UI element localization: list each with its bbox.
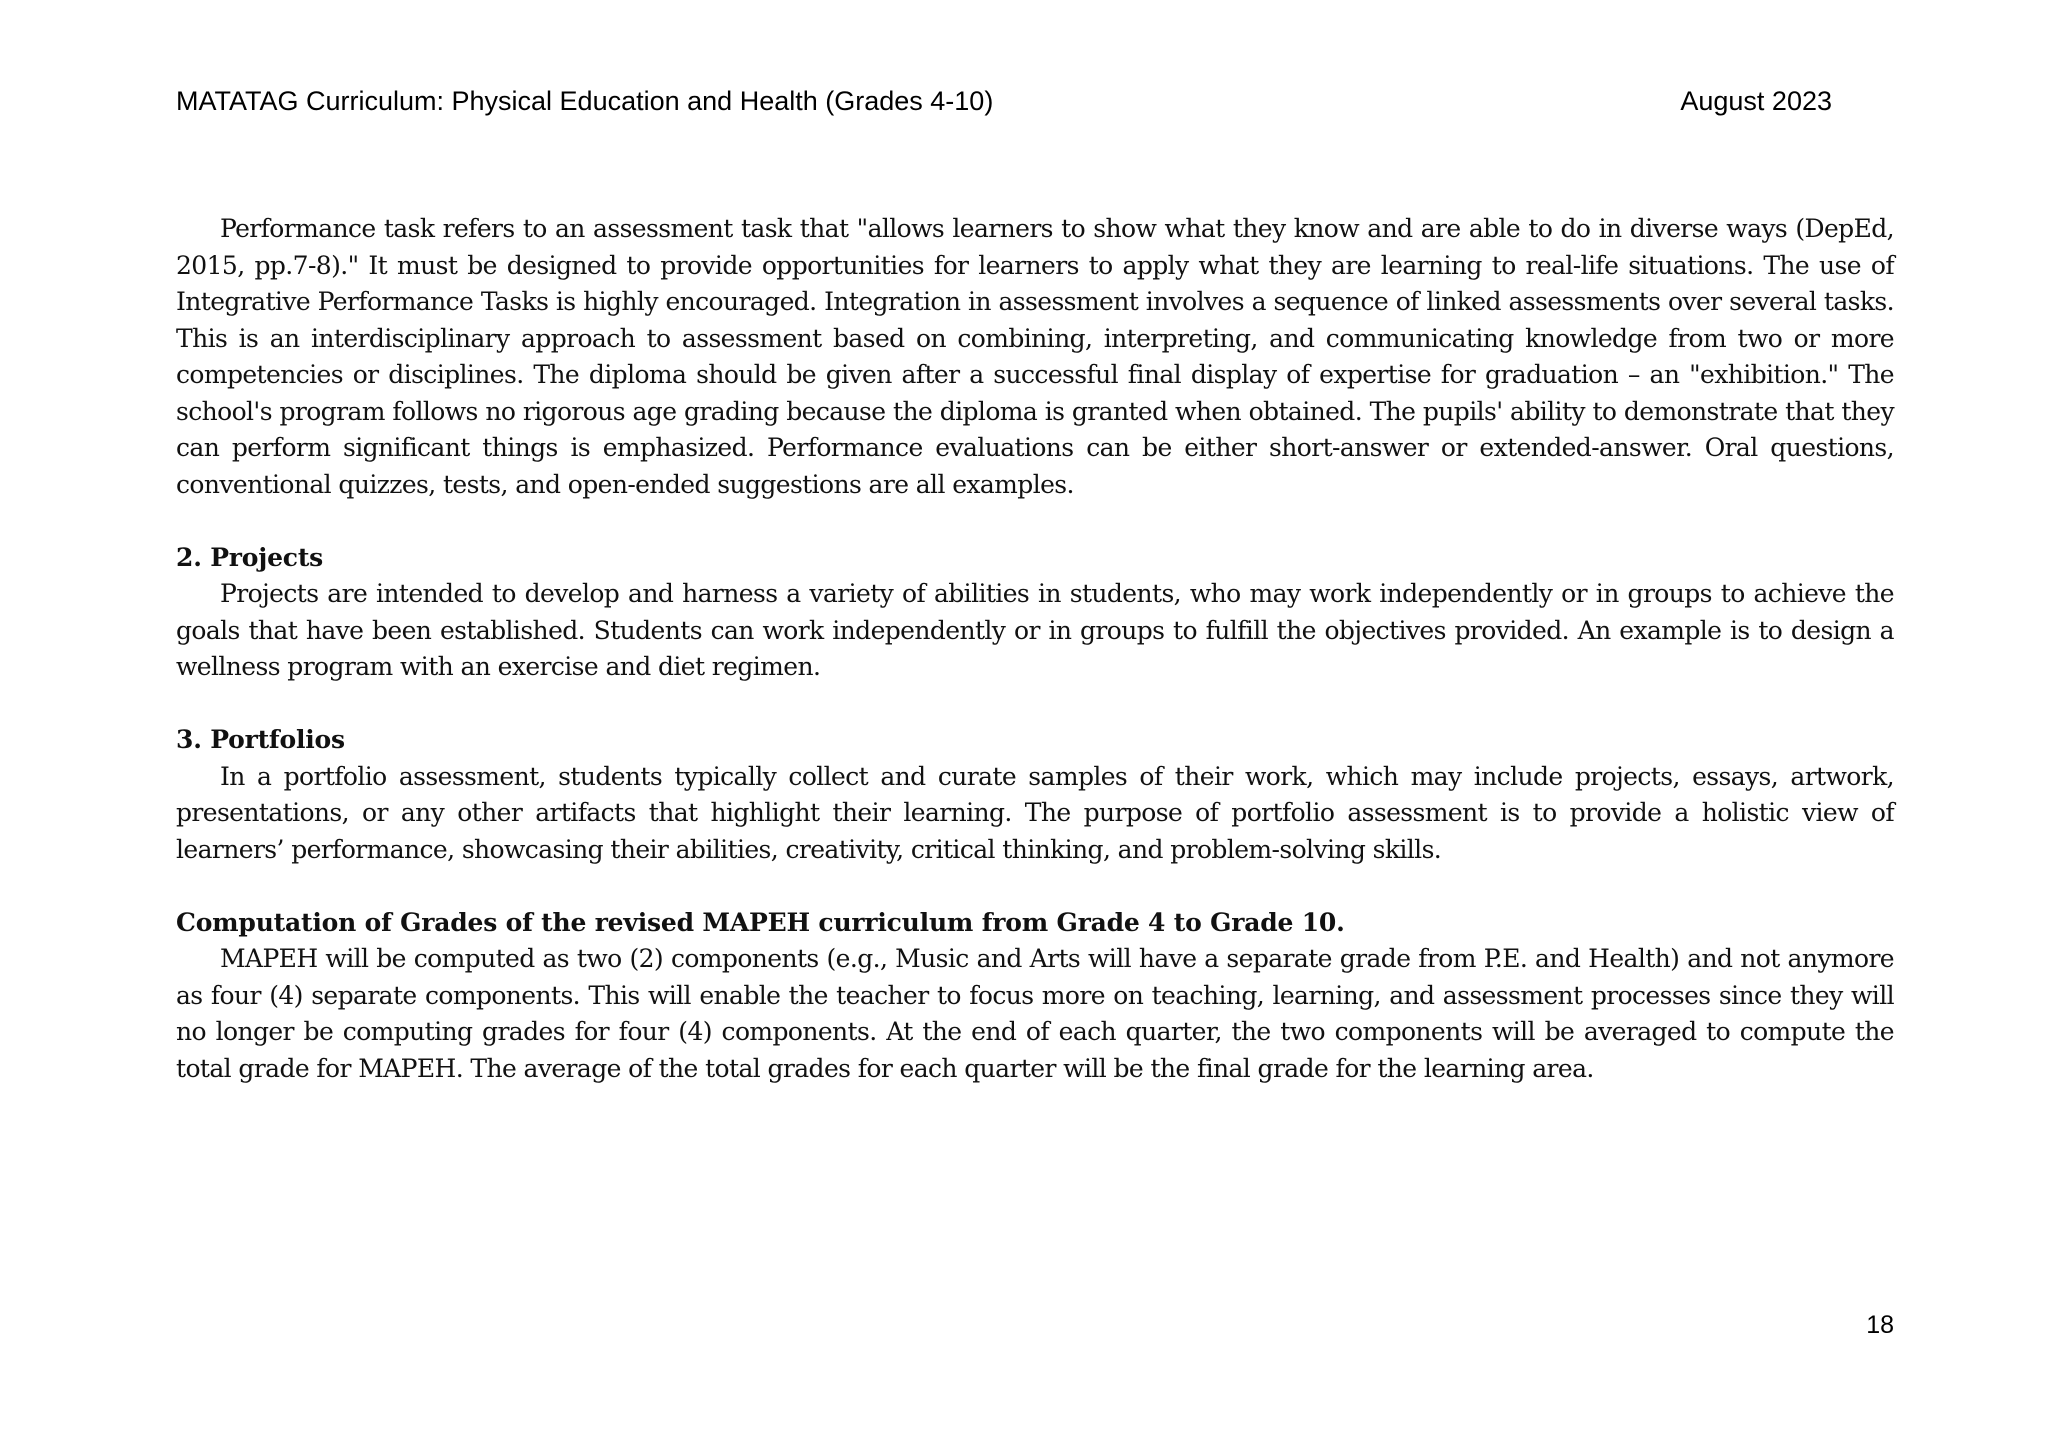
section-heading-computation: Computation of Grades of the revised MAPEH curriculum from Grade 4 to Grade 10. xyxy=(176,907,1345,937)
section-text-computation: MAPEH will be computed as two (2) components (e.g., Music and Arts will have a separate grade from P.E. and Health) and not anymore as four (4) separate components. This will enable the teacher to focus more on teaching, learning, and assessment processes since they will no longer be computing grades for four (4) components. At the end of each quarter, the two components will be averaged to compute the total grade for MAPEH. The average of the total grades for each quarter will be the final grade for the learning area. xyxy=(176,944,1894,1083)
page-content xyxy=(176,211,1894,1087)
section-heading-portfolios: 3. Portfolios xyxy=(176,725,345,754)
section-spacer xyxy=(176,503,1894,540)
section-text-portfolios: In a portfolio assessment, students typically collect and curate samples of their work, which may include projects, essays, artwork, presentations, or any other artifacts that highlight their learning. The purpose of portfolio assessment is to provide a holistic view of learners’ performance, showcasing their abilities, creativity, critical thinking, and problem-solving skills. xyxy=(176,761,1894,864)
section-portfolios xyxy=(176,722,1894,868)
intro-paragraph: Performance task refers to an assessment task that "allows learners to show what they know and are able to do in diverse ways (DepEd, 2015, pp.7-8)." It must be designed to provide opportunities for learners to apply what they are learning to real-life situations. The use of Integrative Performance Tasks is highly encouraged. Integration in assessment involves a sequence of linked assessments over several tasks. This is an interdisciplinary approach to assessment based on combining, interpreting, and communicating knowledge from two or more competencies or disciplines. The diploma should be given after a successful final display of expertise for graduation – an "exhibition." The school's program follows no rigorous age grading because the diploma is granted when obtained. The pupils' ability to demonstrate that they can perform significant things is emphasized. Performance evaluations can be either short-answer or extended-answer. Oral questions, conventional quizzes, tests, and open-ended suggestions are all examples. xyxy=(176,214,1894,499)
section-text-projects: Projects are intended to develop and harness a variety of abilities in students, who may work independently or in groups to achieve the goals that have been established. Students can work independently or in groups to fulfill the objectives provided. An example is to design a wellness program with an exercise and diet regimen. xyxy=(176,579,1894,681)
page-number: 18 xyxy=(1866,1311,1894,1339)
header-title: MATATAG Curriculum: Physical Education and Health (Grades 4-10) xyxy=(176,86,994,116)
section-spacer xyxy=(176,868,1894,905)
section-computation-of-grades xyxy=(176,905,1894,1088)
section-spacer xyxy=(176,686,1894,723)
section-projects xyxy=(176,540,1894,686)
header-date: August 2023 xyxy=(1680,86,1832,116)
page-header xyxy=(176,86,1832,117)
section-heading-projects: 2. Projects xyxy=(176,542,324,572)
